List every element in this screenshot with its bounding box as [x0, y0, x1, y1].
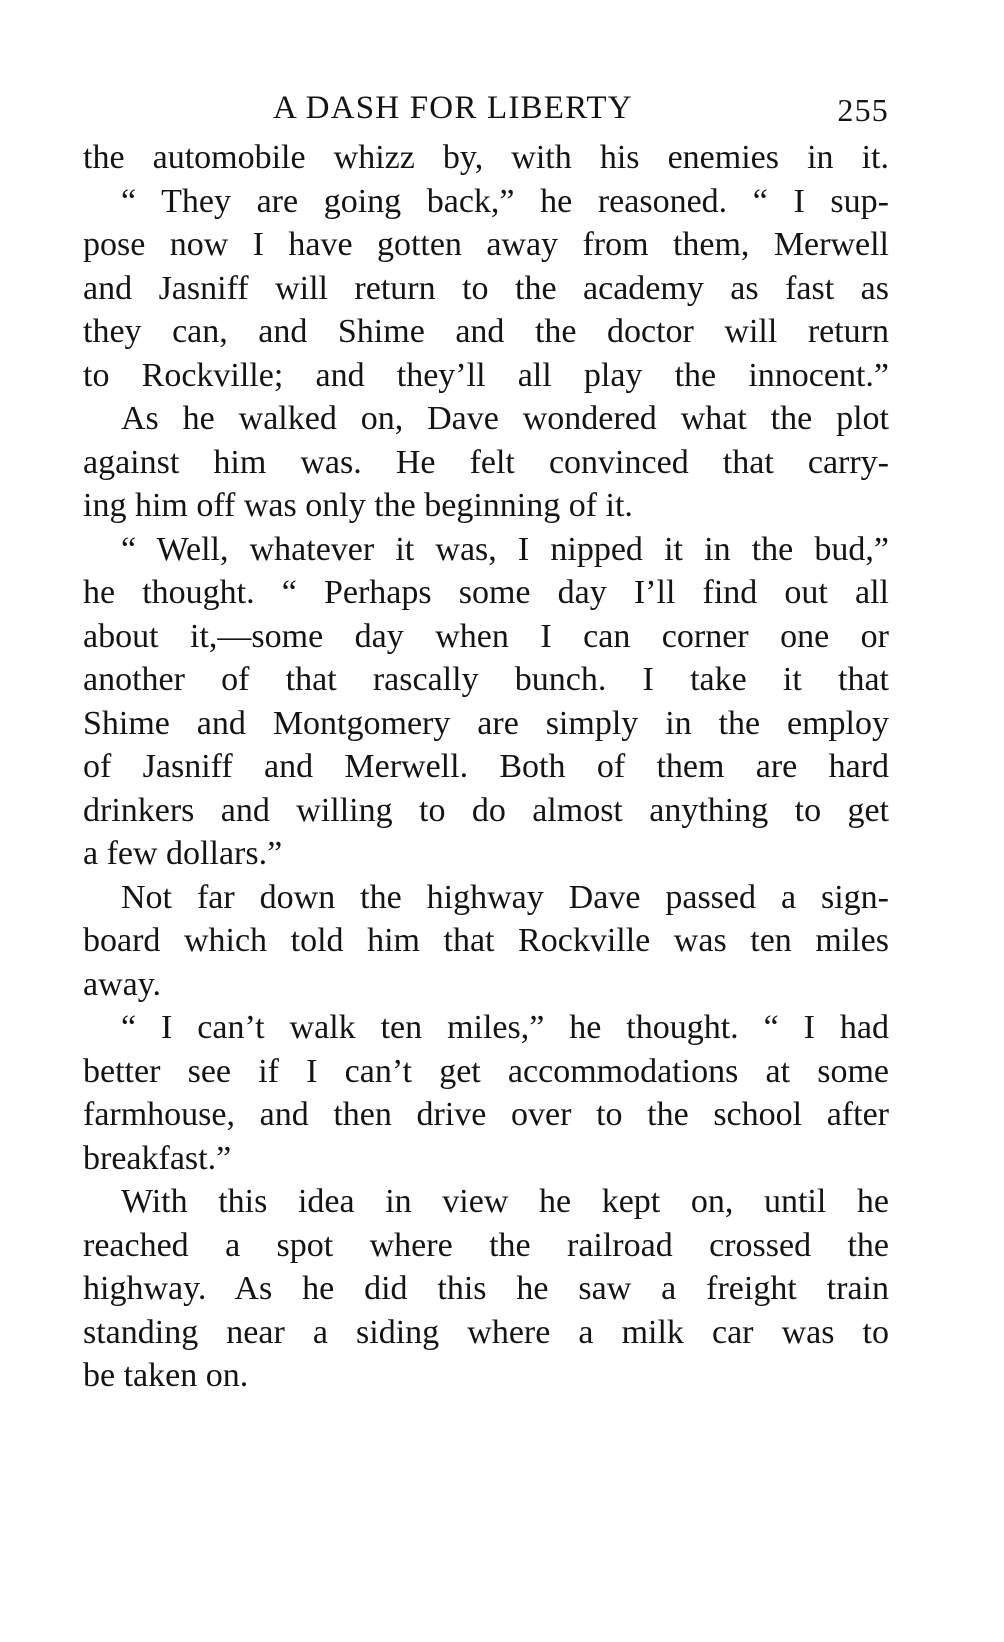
text-line: away. — [83, 965, 162, 1003]
text-line: be taken on. — [83, 1357, 249, 1394]
text-line: against him was. He felt convinced that carry- — [83, 443, 889, 481]
text-line: pose now I have gotten away from them, Merwell — [83, 226, 889, 263]
text-line: about it,—some day when I can corner one or — [83, 617, 889, 655]
text-line: board which told him that Rockville was ten miles — [83, 922, 889, 959]
body-text — [83, 136, 889, 1398]
text-line: of Jasniff and Merwell. Both of them are hard — [83, 748, 889, 785]
book-page — [83, 84, 889, 1398]
text-line: they can, and Shime and the doctor will return — [83, 313, 889, 350]
page-number: 255 — [837, 92, 889, 128]
text-line: standing near a siding where a milk car was to — [83, 1313, 889, 1351]
text-line: highway. As he did this he saw a freight train — [83, 1270, 889, 1307]
text-line: With this idea in view he kept on, until he — [121, 1183, 889, 1220]
text-line: drinkers and willing to do almost anything to get — [83, 791, 889, 829]
text-line: “ I can’t walk ten miles,” he thought. “ I had — [121, 1009, 889, 1046]
text-line: As he walked on, Dave wondered what the plot — [121, 400, 889, 437]
text-line: the automobile whizz by, with his enemies in it. — [83, 139, 889, 176]
running-title: A DASH FOR LIBERTY — [273, 90, 633, 126]
text-line: another of that rascally bunch. I take it that — [83, 661, 889, 698]
text-line: to Rockville; and they’ll all play the innocent.” — [83, 356, 889, 394]
text-line: he thought. “ Perhaps some day I’ll find out all — [83, 574, 889, 611]
text-line: and Jasniff will return to the academy as fast as — [83, 269, 889, 307]
text-line: “ They are going back,” he reasoned. “ I sup- — [121, 182, 889, 220]
text-line: “ Well, whatever it was, I nipped it in the bud,” — [121, 530, 889, 568]
text-line: a few dollars.” — [83, 835, 283, 872]
text-line: farmhouse, and then drive over to the school after — [83, 1096, 889, 1133]
running-header — [83, 84, 889, 136]
text-line: breakfast.” — [83, 1139, 232, 1177]
text-line: Shime and Montgomery are simply in the employ — [83, 704, 889, 742]
text-line: reached a spot where the railroad crossed the — [83, 1226, 889, 1264]
text-line: better see if I can’t get accommodations at some — [83, 1052, 889, 1090]
text-line: ing him off was only the beginning of it. — [83, 487, 633, 524]
text-line: Not far down the highway Dave passed a sign- — [121, 878, 889, 916]
